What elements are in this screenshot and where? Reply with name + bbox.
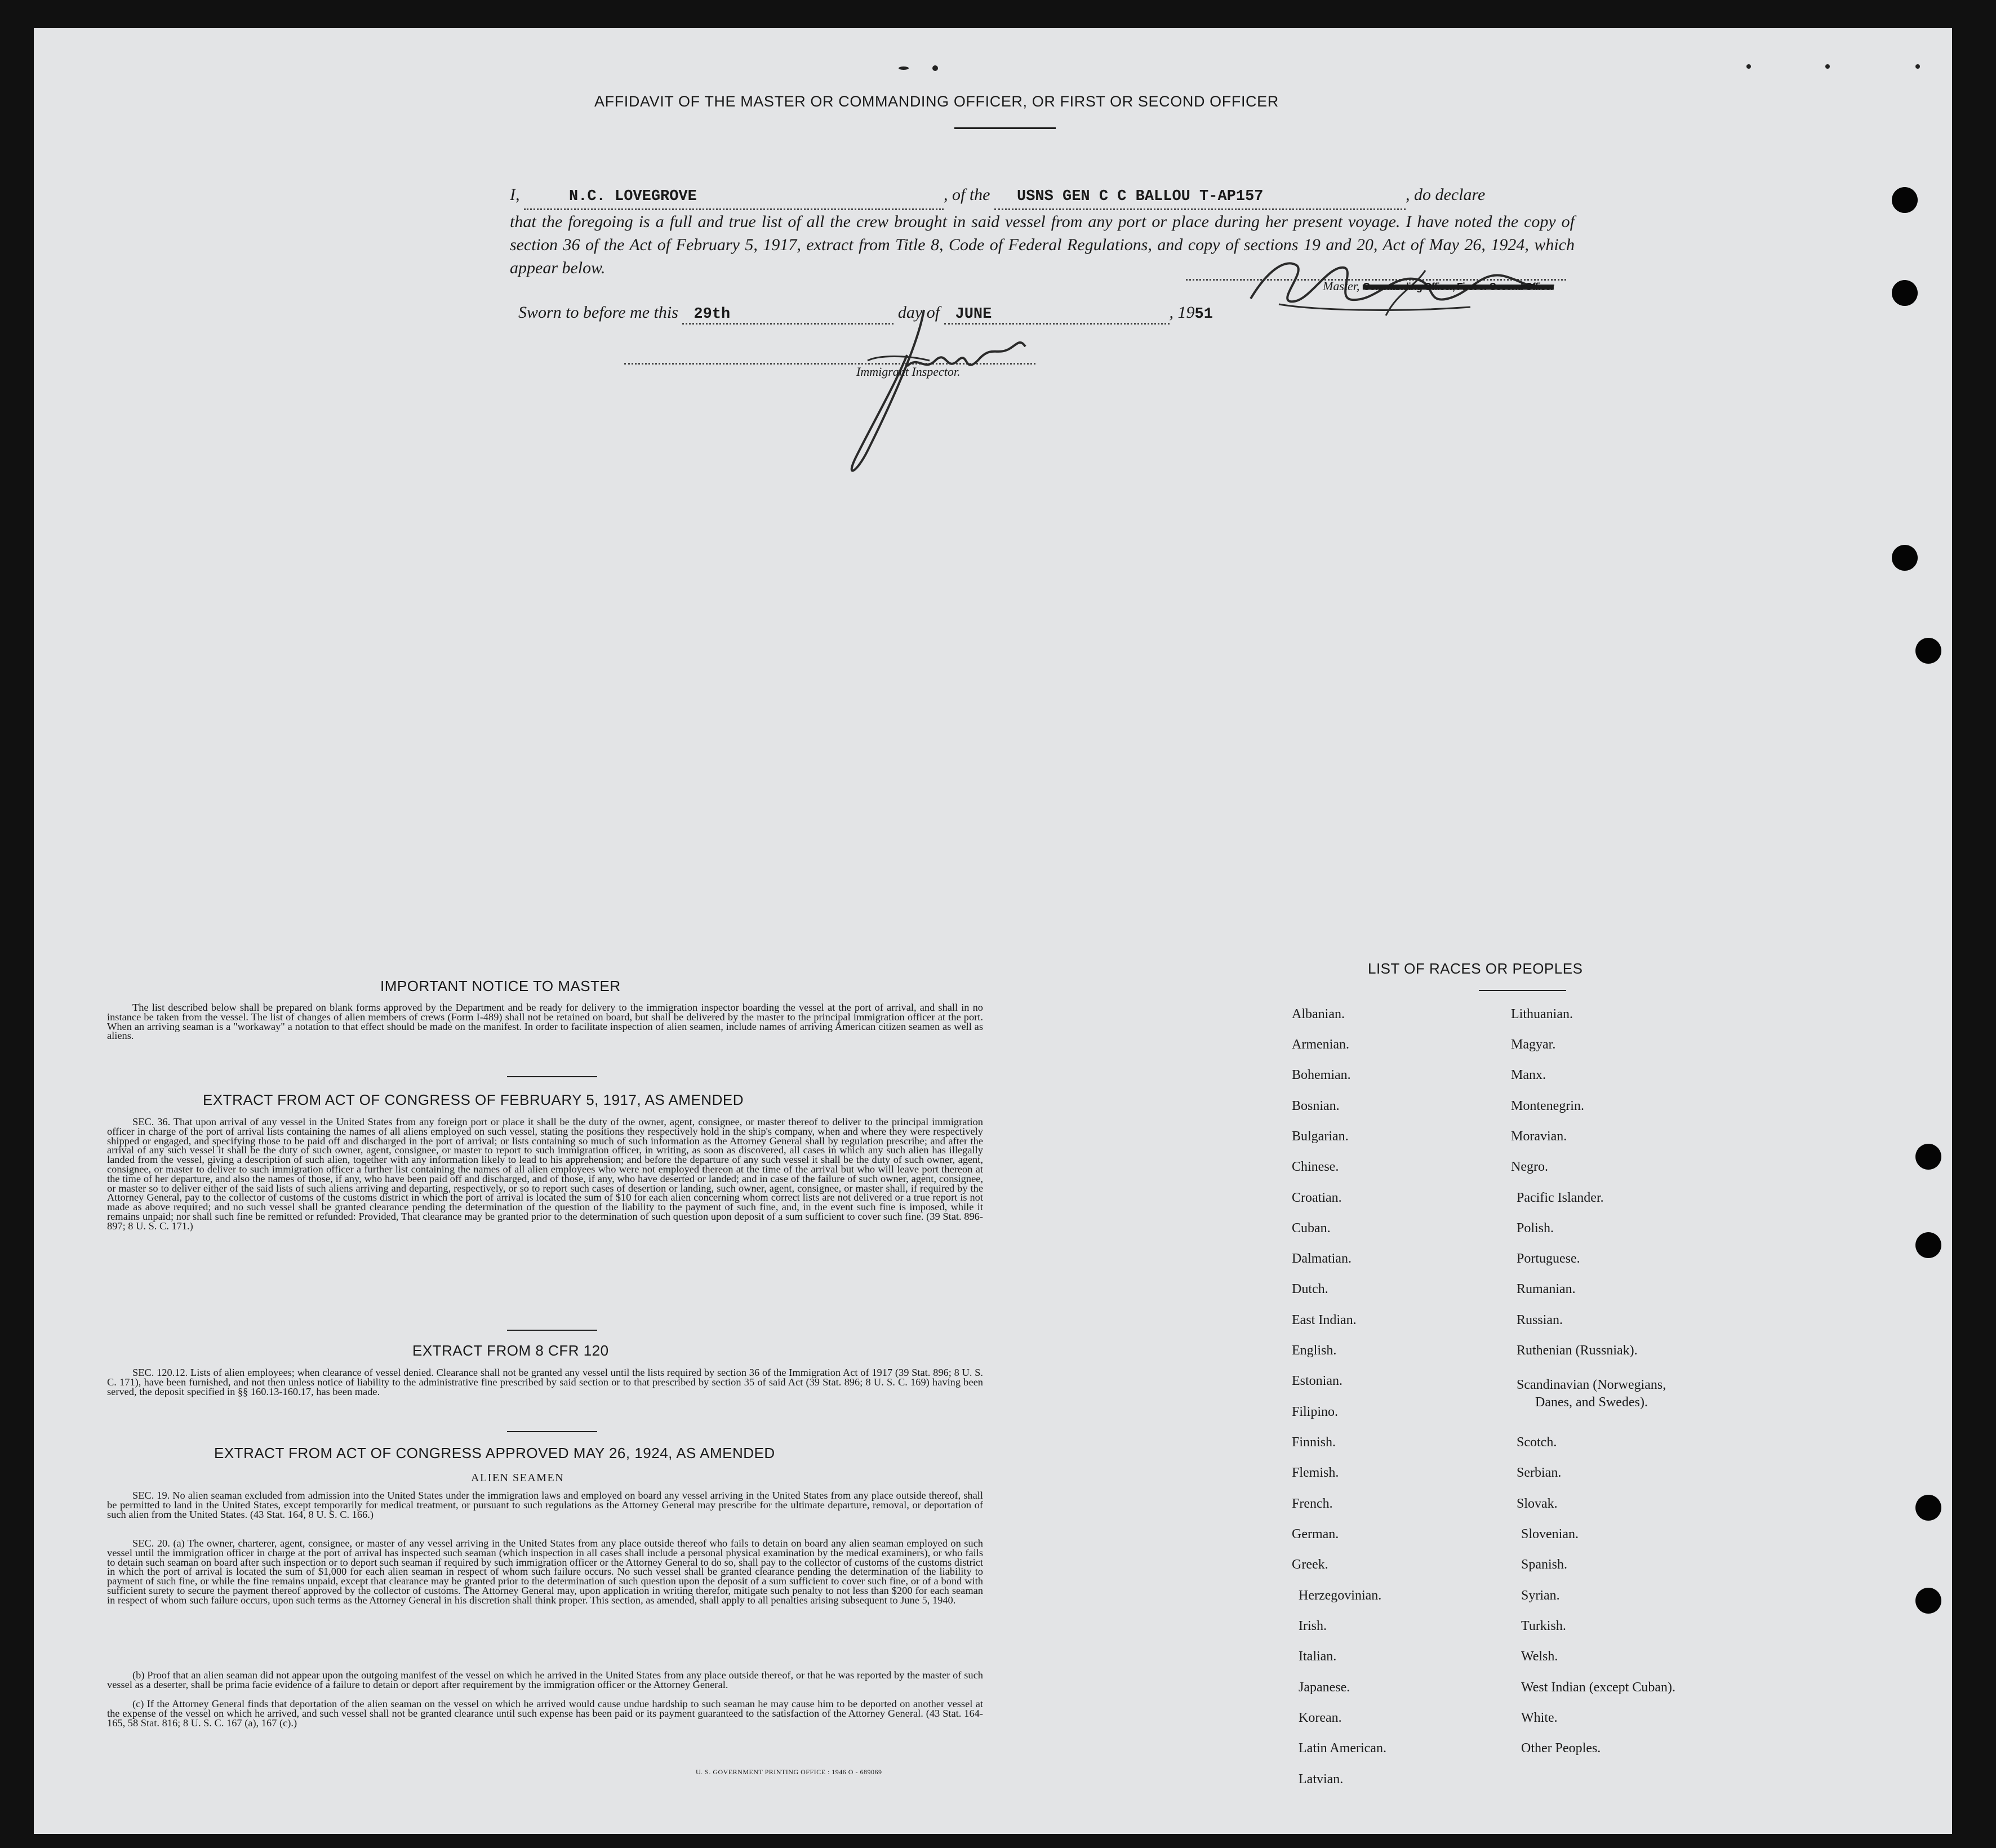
word-do-declare: , do declare xyxy=(1406,185,1486,204)
race-item: Herzegovinian. xyxy=(1299,1588,1382,1603)
year-prefix: , 19 xyxy=(1169,303,1195,322)
master-name: N.C. LOVEGROVE xyxy=(569,188,697,205)
sec20a-text: SEC. 20. (a) The owner, charterer, agent, consignee, or master of any vessel arriving in the United States from any place outside thereof who fails to detain on board any alien seaman employed on such vessel until the immigration officer in charge at the port of arrival has inspected such seaman (which inspection in all cases shall include a personal physical examination by the medical examiners), or who fails to detain such seaman on board after such inspection or to deport such seaman if required by such immigration officer or the Attorney General to do so, shall pay to the collector of customs of the customs district in which the port of arrival is located the sum of $1,000 for each alien seaman in respect of whom such failure occurs. No such vessel shall be granted clearance pending the determination of the liability to payment of such fine, or while the fine remains unpaid, except that clearance may be granted prior to the determination of such question upon the deposit of a sum sufficient to cover such fine, or of a bond with sufficient surety to secure the payment thereof approved by the collector of customs. The Attorney General may, upon application in writing therefor, mitigate such penalty to not less than $200 for each seaman in respect of whom such failure occurs, upon such terms as the Attorney General in his discretion shall think proper. This section, as amended, shall apply to all penalties arising subsequent to June 5, 1940. xyxy=(107,1538,983,1606)
section-rule xyxy=(507,1330,597,1331)
day-of-label: day of xyxy=(897,303,940,322)
punch-hole xyxy=(1915,638,1941,664)
race-item: French. xyxy=(1292,1496,1333,1511)
race-item: Chinese. xyxy=(1292,1160,1339,1174)
punch-hole xyxy=(1915,1232,1941,1258)
extract-cfr-body: SEC. 120.12. Lists of alien employees; when clearance of vessel denied. Clearance shall not be granted any vessel until the lists required by section 36 of the Immigration Act of 1917 (39 Stat. 896; 8 U. S. C. 171), have been furnished, and not then unless notice of liability to the administrative fine prescribed by said section or to that prescribed by section 35 of said Act (39 Stat. 896; 8 U. S. C. 169) having been served, the deposit specified in §§ 160.13-160.17, has been made. xyxy=(107,1367,983,1397)
extract-cfr-heading: EXTRACT FROM 8 CFR 120 xyxy=(412,1342,609,1359)
race-item: Slovak. xyxy=(1517,1496,1558,1511)
race-item: Syrian. xyxy=(1521,1588,1560,1603)
punch-hole xyxy=(1915,1144,1941,1170)
sworn-month: JUNE xyxy=(955,306,992,323)
race-item: Estonian. xyxy=(1292,1374,1342,1388)
scan-speck xyxy=(932,65,938,71)
document-page xyxy=(34,28,1952,1834)
race-item: Scandinavian (Norwegians, xyxy=(1517,1378,1666,1392)
inspector-signature xyxy=(794,293,1031,485)
race-item: West Indian (except Cuban). xyxy=(1521,1680,1675,1695)
race-item: Armenian. xyxy=(1292,1037,1349,1052)
year-suffix: 51 xyxy=(1194,306,1213,323)
race-item: Polish. xyxy=(1517,1221,1554,1236)
affidavit-body: that the foregoing is a full and true list of all the crew brought in said vessel from any port or place during her present voyage. I have noted the copy of section 36 of the Act of February 5, 1917, extract from Title 8, Code of Federal Regulations, and copy of sections 19 and 20, Act of May 26, 1924, which appear below. xyxy=(510,212,1575,277)
sworn-prefix: Sworn to before me this xyxy=(518,303,678,322)
race-item: Bulgarian. xyxy=(1292,1129,1349,1144)
race-item: Magyar. xyxy=(1511,1037,1556,1052)
punch-hole xyxy=(1892,545,1918,571)
section-rule xyxy=(507,1431,597,1432)
race-item: Japanese. xyxy=(1299,1680,1350,1695)
race-item: Lithuanian. xyxy=(1511,1007,1573,1021)
race-item: Irish. xyxy=(1299,1619,1327,1633)
extract-1917-heading: EXTRACT FROM ACT OF CONGRESS OF FEBRUARY 5, 1917, AS AMENDED xyxy=(203,1091,744,1108)
race-item: Manx. xyxy=(1511,1068,1546,1082)
race-item: Russian. xyxy=(1517,1313,1563,1327)
affidavit-first-line xyxy=(510,183,1575,210)
sec19-text: SEC. 19. No alien seaman excluded from admission into the United States under the immigration laws and employed on board any vessel arriving in the United States from any place outside thereof, shall be permitted to land in the United States, except temporarily for medical treatment, or pursuant to such regulations as the Attorney General may prescribe for the ultimate departure, removal, or deportation of such alien from the United States. (43 Stat. 164, 8 U. S. C. 166.) xyxy=(107,1490,983,1520)
race-item: Cuban. xyxy=(1292,1221,1331,1236)
race-item: Bohemian. xyxy=(1292,1068,1351,1082)
affidavit-heading: AFFIDAVIT OF THE MASTER OR COMMANDING OFFICER, OR FIRST OR SECOND OFFICER xyxy=(594,93,1279,110)
race-item: Turkish. xyxy=(1521,1619,1566,1633)
vessel-name-line xyxy=(994,183,1406,210)
inspector-label: Immigrant Inspector. xyxy=(856,365,961,379)
race-item: Latin American. xyxy=(1299,1741,1386,1756)
vessel-name: USNS GEN C C BALLOU T-AP157 xyxy=(1017,188,1264,205)
race-item: Welsh. xyxy=(1521,1649,1558,1664)
race-item: Scotch. xyxy=(1517,1435,1557,1450)
race-item: Latvian. xyxy=(1299,1772,1344,1787)
race-item: Pacific Islander. xyxy=(1517,1190,1604,1205)
section-rule xyxy=(507,1076,597,1077)
race-item: Dalmatian. xyxy=(1292,1251,1352,1266)
race-item: Croatian. xyxy=(1292,1190,1342,1205)
struck-officer-labels: Commanding Officer, First or Second Officer xyxy=(1362,281,1554,292)
race-item: Serbian. xyxy=(1517,1465,1562,1480)
race-item: Finnish. xyxy=(1292,1435,1336,1450)
race-item: Rumanian. xyxy=(1517,1282,1576,1296)
scan-speck xyxy=(1825,64,1830,69)
extract-1917-body: SEC. 36. That upon arrival of any vessel in the United States from any foreign port or place it shall be the duty of the owner, agent, consignee, or master thereof to deliver to the principal immigration officer in charge of the port of arrival lists containing the names of all aliens employed on such vessel, stating the positions they respectively hold in the ship's company, when and where they were respectively shipped or engaged, and specifying those to be paid off and discharged in the port of arrival; or lists containing so much of such information as the Attorney General shall by regulation prescribe; and after the arrival of any such vessel it shall be the duty of such owner, agent, consignee, or master to report to such immigration officer, in writing, as soon as discovered, all cases in which any such alien has illegally landed from the vessel, giving a description of such alien, together with any information likely to lead to his apprehension; and before the departure of any such vessel it shall be the duty of such owner, agent, consignee, or master to deliver to such immigration officer a further list containing the names of all alien employees who were not employed thereon at the time of the arrival but who will leave port thereon at the time of her departure, and also the names of those, if any, who have been paid off and discharged, and of those, if any, who have deserted or landed; and in case of the failure of such owner, agent, consignee, or master so to deliver either of the said lists of such aliens arriving and departing, respectively, or so to report such cases of desertion or landing, such owner, agent, consignee, or master shall, if required by the Attorney General, pay to the collector of customs of the customs district in which the port of arrival is located the sum of $10 for each alien concerning whom correct lists are not delivered or a true report is not made as above required; and no such vessel shall be granted clearance pending the determination of the question of the liability to the payment of such fine, and, in the event such fine is imposed, while it remains unpaid; nor shall such fine be remitted or refunded: Provided, That clearance may be granted prior to the determination of such question upon deposit of a sum sufficient to cover such fine. (39 Stat. 896-897; 8 U. S. C. 171.) xyxy=(107,1116,983,1232)
word-i: I, xyxy=(510,185,520,204)
race-item: Portuguese. xyxy=(1517,1251,1580,1266)
race-item: German. xyxy=(1292,1527,1339,1542)
race-item: Dutch. xyxy=(1292,1282,1328,1296)
punch-hole xyxy=(1892,187,1918,213)
punch-hole xyxy=(1915,1588,1941,1614)
word-of-the: , of the xyxy=(944,185,990,204)
race-item: Albanian. xyxy=(1292,1007,1345,1021)
sec20b-text: (b) Proof that an alien seaman did not appear upon the outgoing manifest of the vessel on which he arrived in the United States from any place outside thereof, or that he was reported by the master of such vessel as a deserter, shall be prima facie evidence of a failure to detain or deport after requirement by the immigration officer or the Attorney General. xyxy=(107,1669,983,1690)
punch-hole xyxy=(1892,280,1918,306)
race-item: Negro. xyxy=(1511,1160,1548,1174)
sworn-day: 29th xyxy=(694,306,731,323)
races-heading-rule xyxy=(1479,990,1566,991)
heading-rule xyxy=(954,127,1056,129)
extract-1924-heading: EXTRACT FROM ACT OF CONGRESS APPROVED MAY 26, 1924, AS AMENDED xyxy=(214,1445,775,1461)
race-item: Danes, and Swedes). xyxy=(1535,1395,1648,1410)
scan-speck xyxy=(899,66,909,70)
race-item: Bosnian. xyxy=(1292,1099,1340,1113)
race-item: Korean. xyxy=(1299,1711,1342,1725)
race-item: Flemish. xyxy=(1292,1465,1339,1480)
punch-hole xyxy=(1915,1495,1941,1521)
race-item: Moravian. xyxy=(1511,1129,1567,1144)
race-item: English. xyxy=(1292,1343,1337,1358)
race-item: Spanish. xyxy=(1521,1557,1568,1572)
master-name-line xyxy=(524,183,944,210)
race-item: White. xyxy=(1521,1711,1558,1725)
alien-seamen-subheading: ALIEN SEAMEN xyxy=(471,1472,564,1484)
race-item: Slovenian. xyxy=(1521,1527,1579,1542)
race-item: East Indian. xyxy=(1292,1313,1357,1327)
races-heading: LIST OF RACES OR PEOPLES xyxy=(1368,960,1583,977)
scan-speck xyxy=(1915,64,1920,69)
race-item: Greek. xyxy=(1292,1557,1328,1572)
race-item: Ruthenian (Russniak). xyxy=(1517,1343,1638,1358)
notice-body: The list described below shall be prepared on blank forms approved by the Department and be ready for delivery to the immigration inspector boarding the vessel at the port of arrival, and shall in no instance be taken from the vessel. The list of changes of alien members of crews (Form I-489) shall not be retained on board, but shall be delivered by the master to the principal immigration officer at the port. When an arriving seaman is a "workaway" a notation to that effect should be made on the manifest. In order to facilitate inspection of alien seamen, include names of arriving American citizen seamen as well as aliens. xyxy=(107,1002,983,1042)
master-label: Master, xyxy=(1323,279,1360,293)
race-item: Montenegrin. xyxy=(1511,1099,1584,1113)
scan-speck xyxy=(1746,64,1751,69)
notice-heading: IMPORTANT NOTICE TO MASTER xyxy=(380,978,621,994)
master-title xyxy=(1323,279,1554,294)
sec20c-text: (c) If the Attorney General finds that deportation of the alien seaman on the vessel on which he arrived would cause undue hardship to such seaman he may cause him to be deported on another vessel at the expense of the vessel on which he arrived, and such vessel shall not be granted clearance until such expense has been paid or its payment guaranteed to the satisfaction of the Attorney General. (43 Stat. 164-165, 58 Stat. 816; 8 U. S. C. 167 (a), 167 (c).) xyxy=(107,1698,983,1729)
printing-office-footer: U. S. GOVERNMENT PRINTING OFFICE : 1946 O - 689069 xyxy=(696,1768,882,1776)
race-item: Italian. xyxy=(1299,1649,1337,1664)
race-item: Other Peoples. xyxy=(1521,1741,1601,1756)
race-item: Filipino. xyxy=(1292,1405,1339,1419)
